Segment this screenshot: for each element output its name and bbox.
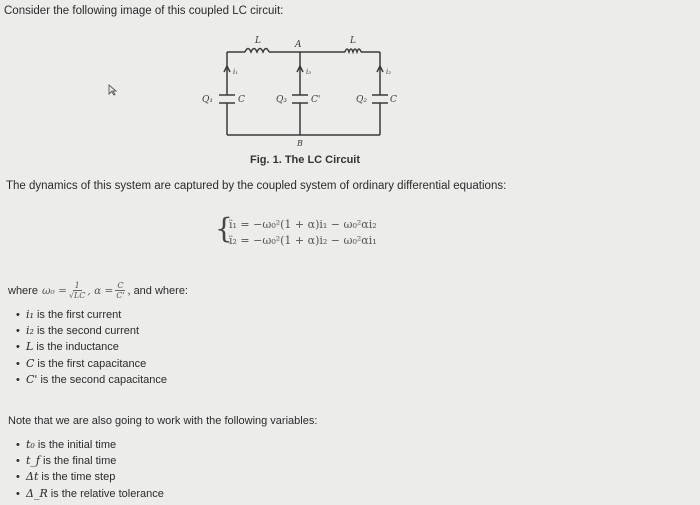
label-current-right: i₂ (386, 68, 392, 76)
list-item: • Δt is the time step (16, 470, 116, 484)
alpha-numerator: C (117, 281, 124, 290)
bullet-icon: • (16, 309, 20, 321)
bullet-icon: • (16, 373, 20, 386)
label-inductor-right: L (350, 36, 356, 46)
label-cap-left-c: C (238, 95, 245, 105)
where-suffix: , and where: (127, 284, 188, 297)
bullet-icon: • (16, 439, 20, 451)
list-item: • C is the first capacitance (16, 356, 147, 370)
bullet-icon: • (16, 325, 20, 338)
omega-numerator: 1 (74, 281, 80, 290)
alpha-fraction (115, 281, 125, 300)
where-prefix: where (8, 284, 38, 297)
mouse-pointer-icon (108, 84, 118, 96)
figure-caption: Fig. 1. The LC Circuit (250, 154, 361, 166)
list-item: • L is the inductance (16, 340, 119, 354)
list-item: • Δ_R is the relative tolerance (16, 486, 164, 500)
bullet-icon: • (16, 341, 20, 354)
label-cap-mid-c: C' (311, 95, 321, 105)
alpha-definition: , α = (87, 284, 114, 297)
left-inductor (245, 49, 269, 53)
bullet-icon: • (16, 471, 20, 484)
equation-1: ï₁ = −ω₀²(1 + α)i₁ − ω₀²αi₂ (229, 218, 377, 231)
list-item: • C' is the second capacitance (16, 372, 168, 386)
lc-circuit-diagram (190, 32, 410, 147)
alpha-denominator: C' (116, 291, 125, 300)
label-cap-right-q: Q₂ (356, 95, 367, 105)
omega-definition: ω₀ = (41, 284, 67, 297)
label-node-a: A (295, 40, 302, 50)
label-cap-mid-q: Q₃ (276, 95, 287, 105)
list-item: • i₁ is the first current (16, 308, 122, 321)
label-cap-left-q: Q₁ (202, 95, 213, 105)
label-inductor-left: L (255, 36, 261, 46)
list-item: • t₀ is the initial time (16, 438, 117, 451)
label-node-b: B (297, 139, 303, 147)
equation-2: ï₂ = −ω₀²(1 + α)i₂ − ω₀²αi₁ (229, 234, 377, 247)
omega-denominator: √LC (68, 291, 86, 300)
bullet-icon: • (16, 455, 20, 468)
label-current-left: i₁ (233, 68, 239, 76)
equation-brace: { (215, 212, 233, 245)
list-item: • i₂ is the second current (16, 324, 140, 338)
note-text: Note that we are also going to work with the following variables: (8, 415, 318, 427)
intro-text: Consider the following image of this coupled LC circuit: (4, 5, 284, 17)
list-item: • t_f is the final time (16, 454, 117, 468)
omega-fraction (69, 281, 86, 300)
label-cap-right-c: C (390, 95, 397, 105)
dynamics-text: The dynamics of this system are captured by the coupled system of ordinary differential equations: (6, 180, 507, 192)
definitions-list (0, 307, 167, 388)
variables-list (0, 437, 164, 502)
where-line (8, 281, 188, 300)
right-inductor (345, 49, 361, 52)
label-current-middle: i₃ (306, 68, 312, 76)
bullet-icon: • (16, 357, 20, 370)
bullet-icon: • (16, 487, 20, 500)
